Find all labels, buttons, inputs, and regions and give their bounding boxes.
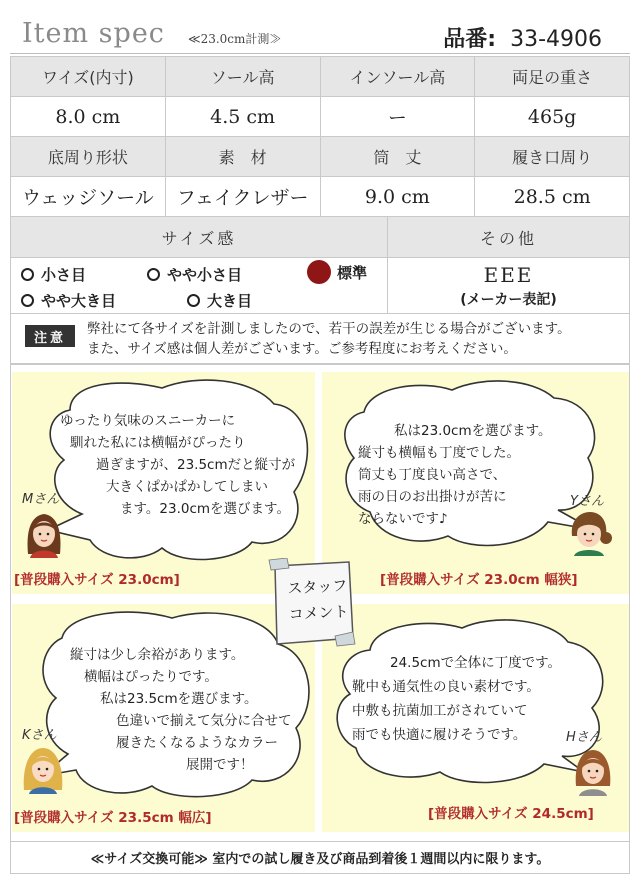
- product-number: [443, 22, 602, 53]
- spec-header-cell: 素 材: [165, 137, 320, 177]
- comment-line: ます。23.0cmを選びます。: [120, 501, 290, 517]
- staff-label-line: スタッフ: [286, 576, 348, 598]
- usual-size-label: [普段購入サイズ 23.0cm 幅狭]: [380, 572, 578, 588]
- spec-value-cell: ウェッジソール: [11, 177, 166, 217]
- spec-value-cell: ー: [320, 97, 475, 137]
- other-header: その他: [388, 217, 629, 258]
- comment-panel-y: [322, 372, 629, 594]
- spec-value-cell: 4.5 cm: [165, 97, 320, 137]
- commenter-name: Mさん: [22, 492, 60, 507]
- product-number-label: 品番:: [443, 27, 497, 52]
- comment-line: 靴中も通気性の良い素材です。: [352, 679, 540, 695]
- notice-badge: 注意: [25, 325, 75, 347]
- spec-value-row: [11, 97, 630, 137]
- unselected-circle-icon: [21, 294, 34, 307]
- staff-avatar-icon: [24, 510, 64, 558]
- comment-line: 私は23.5cmを選びます。: [100, 691, 258, 707]
- unselected-circle-icon: [187, 294, 200, 307]
- comment-line: 筒丈も丁度良い高さで、: [358, 467, 507, 483]
- spec-value-cell: フェイクレザー: [165, 177, 320, 217]
- comment-line: 横幅はぴったりです。: [84, 669, 218, 685]
- comment-line: 履きたくなるようなカラー: [116, 735, 278, 751]
- product-number-value: 33-4906: [510, 27, 602, 52]
- measure-note: ≪23.0cm計測≫: [188, 32, 282, 46]
- spec-header-cell: インソール高: [320, 57, 475, 97]
- spec-header-cell: ワイズ(内寸): [11, 57, 166, 97]
- size-option-label: 小さ目: [41, 266, 87, 284]
- spec-value-cell: 8.0 cm: [11, 97, 166, 137]
- comment-line: 馴れた私には横幅がぴったり: [70, 435, 246, 451]
- staff-avatar-icon: [22, 744, 64, 794]
- comment-line: 縦寸も横幅も丁度でした。: [358, 445, 520, 461]
- size-option-label: 大き目: [207, 292, 253, 310]
- spec-value-row: [11, 177, 630, 217]
- spec-value-cell: 9.0 cm: [320, 177, 475, 217]
- size-feel-panel: [11, 217, 388, 313]
- comment-line: 展開です！: [186, 757, 254, 773]
- page-title: Item spec: [22, 18, 165, 49]
- usual-size-label: [普段購入サイズ 24.5cm]: [428, 806, 594, 822]
- notice-line: 弊社にて各サイズを計測しましたので、若干の誤差が生じる場合がございます。: [87, 321, 571, 337]
- staff-avatar-icon: [572, 746, 614, 796]
- exchange-policy: ≪サイズ交換可能≫ 室内での試し履き及び商品到着後１週間以内に限ります。: [10, 842, 630, 874]
- commenter-name: Hさん: [566, 730, 602, 745]
- comment-panel-h: [322, 604, 629, 832]
- size-option-label: 標準: [337, 263, 368, 282]
- comment-line: 私は23.0cmを選びます。: [394, 423, 552, 439]
- usual-size-label: [普段購入サイズ 23.5cm 幅広]: [14, 810, 212, 826]
- commenter-name: Kさん: [22, 728, 57, 743]
- size-option-label: やや大き目: [41, 292, 117, 310]
- comment-line: 雨でも快適に履けそうです。: [352, 727, 527, 743]
- selected-dot-icon: [307, 260, 331, 284]
- comment-line: 雨の日のお出掛けが苦に: [358, 489, 507, 505]
- size-option-slightly-small: [147, 264, 242, 285]
- width-value: EEE: [483, 263, 534, 287]
- staff-comment-label: [280, 572, 357, 628]
- comment-line: 大きくぱかぱかしてしまい: [106, 479, 268, 495]
- size-option-label: やや小さ目: [167, 266, 243, 284]
- comment-line: ならないです♪: [358, 511, 448, 527]
- comment-line: 縦寸は少し余裕があります。: [70, 647, 245, 663]
- notice-section: [10, 314, 630, 364]
- spec-value-cell: 465g: [475, 97, 630, 137]
- spec-header-cell: 筒 丈: [320, 137, 475, 177]
- comment-line: 中敷も抗菌加工がされていて: [352, 703, 528, 719]
- comment-line: 24.5cmで全体に丁度です。: [390, 655, 562, 671]
- notice-line: また、サイズ感は個人差がございます。ご参考程度にお考えください。: [87, 341, 517, 357]
- width-note: (メーカー表記): [460, 292, 557, 308]
- size-option-large: [187, 290, 252, 311]
- other-panel: [388, 217, 629, 313]
- spec-header-cell: 底周り形状: [11, 137, 166, 177]
- spec-header-row: [11, 137, 630, 177]
- spec-value-cell: 28.5 cm: [475, 177, 630, 217]
- usual-size-label: [普段購入サイズ 23.0cm]: [14, 572, 180, 588]
- spec-header-cell: ソール高: [165, 57, 320, 97]
- comment-line: ゆったり気味のスニーカーに: [60, 413, 236, 429]
- staff-avatar-icon: [566, 508, 612, 556]
- spec-header-cell: 履き口周り: [475, 137, 630, 177]
- comment-line: 過ぎますが、23.5cmだと縦寸が: [96, 457, 296, 473]
- notice-text: [87, 319, 571, 359]
- size-feel-header: サイズ感: [11, 217, 387, 258]
- spec-header: [10, 8, 630, 54]
- size-feel-section: [10, 216, 630, 314]
- staff-label-line: コメント: [288, 602, 350, 624]
- spec-header-row: [11, 57, 630, 97]
- unselected-circle-icon: [147, 268, 160, 281]
- spec-header-cell: 両足の重さ: [475, 57, 630, 97]
- unselected-circle-icon: [21, 268, 34, 281]
- spec-table: [10, 56, 630, 217]
- comment-line: 色違いで揃えて気分に合せて: [116, 713, 292, 729]
- size-option-small: [21, 264, 86, 285]
- size-option-slightly-large: [21, 290, 116, 311]
- size-option-standard: [307, 260, 367, 284]
- commenter-name: Yさん: [570, 494, 604, 509]
